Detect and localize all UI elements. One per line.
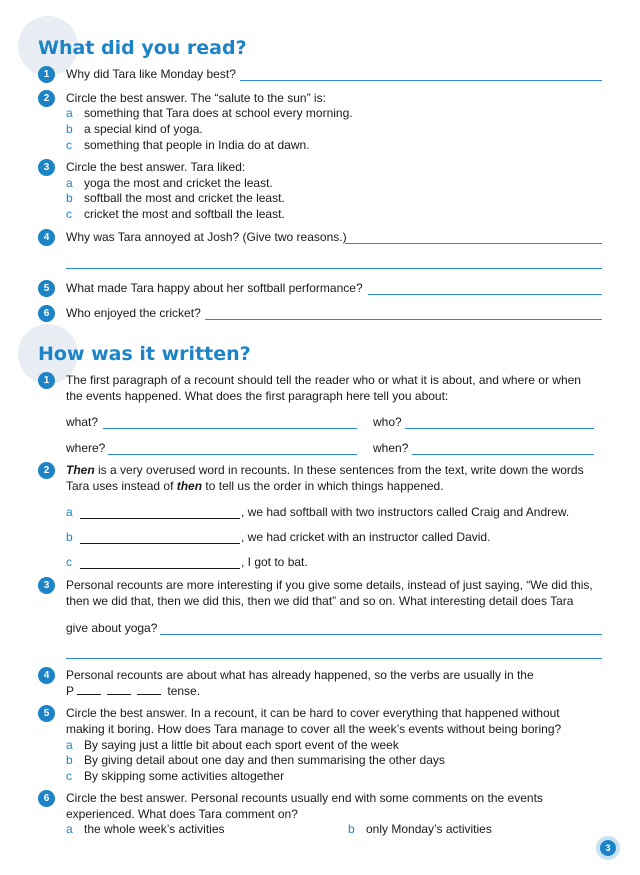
question-number-2: 2 (38, 90, 55, 107)
then-emphasis-2: then (176, 479, 203, 493)
label-when: when? (373, 441, 409, 455)
s2-q2-letter-c: c (66, 555, 72, 569)
s2-q6-option-a[interactable]: a the whole week’s activities (66, 822, 225, 836)
s2-q5-option-a[interactable]: a By saying just a little bit about each sport event of the week (66, 738, 399, 752)
q3-option-c[interactable]: c cricket the most and softball the least. (66, 207, 285, 221)
answer-line-q5[interactable] (368, 294, 602, 295)
question-2-text: Circle the best answer. The “salute to the sun” is: (66, 91, 326, 105)
s2-question-number-6: 6 (38, 790, 55, 807)
question-number-6: 6 (38, 305, 55, 322)
question-1-text: Why did Tara like Monday best? (66, 67, 236, 81)
s2-q1-line2: the events happened. What does the first paragraph here tell you about: (66, 389, 449, 403)
question-3-text: Circle the best answer. Tara liked: (66, 160, 246, 174)
question-number-4: 4 (38, 229, 55, 246)
answer-line-then-c[interactable] (80, 568, 240, 569)
label-what: what? (66, 415, 99, 429)
question-6-text: Who enjoyed the cricket? (66, 306, 201, 320)
s2-q2-letter-b: b (66, 530, 73, 544)
s2-q2-letter-a: a (66, 505, 73, 519)
answer-line-where[interactable] (108, 454, 357, 455)
question-number-1: 1 (38, 66, 55, 83)
s2-q2-item-b: , we had cricket with an instructor called David. (241, 530, 491, 544)
s2-q3-line2: then we did that, then we did this, then we did that” and so on. What interesting detail does Tara (66, 594, 574, 608)
section-title-what-did-you-read: What did you read? (38, 37, 247, 59)
s2-q2-line1: Then is a very overused word in recounts. In these sentences from the text, write down the words (66, 463, 584, 477)
s2-q6-option-b[interactable]: b only Monday’s activities (348, 822, 492, 836)
label-who: who? (373, 415, 402, 429)
then-emphasis-1: Then (66, 463, 95, 477)
s2-q4-line2: P tense. (66, 684, 201, 698)
tense-blank-3[interactable] (137, 694, 161, 695)
answer-line-then-a[interactable] (80, 518, 240, 519)
s2-q4-line1: Personal recounts are about what has already happened, so the verbs are usually in the (66, 668, 534, 682)
s2-q3-line1: Personal recounts are more interesting if you give some details, instead of just saying, “We did this, (66, 578, 593, 592)
q2-option-a[interactable]: a something that Tara does at school every morning. (66, 106, 353, 120)
answer-line-what[interactable] (103, 428, 357, 429)
answer-line-then-b[interactable] (80, 543, 240, 544)
q3-option-a[interactable]: a yoga the most and cricket the least. (66, 176, 273, 190)
answer-line-who[interactable] (405, 428, 594, 429)
q3-option-b[interactable]: b softball the most and cricket the least. (66, 191, 285, 205)
s2-question-number-4: 4 (38, 667, 55, 684)
question-number-5: 5 (38, 280, 55, 297)
question-5-text: What made Tara happy about her softball performance? (66, 281, 363, 295)
answer-line-yoga-a[interactable] (160, 634, 602, 635)
s2-q3-line3: give about yoga? (66, 621, 158, 635)
s2-q5-option-b[interactable]: b By giving detail about one day and then summarising the other days (66, 753, 445, 767)
s2-q1-line1: The first paragraph of a recount should tell the reader who or what it is about, and where or when (66, 373, 581, 387)
s2-question-number-1: 1 (38, 372, 55, 389)
answer-line-yoga-b[interactable] (66, 658, 602, 659)
section-title-how-was-it-written: How was it written? (38, 343, 251, 365)
s2-q2-item-a: , we had softball with two instructors called Craig and Andrew. (241, 505, 570, 519)
q2-option-b[interactable]: b a special kind of yoga. (66, 122, 203, 136)
q2-option-c[interactable]: c something that people in India do at dawn. (66, 138, 310, 152)
answer-line-q4-a[interactable] (345, 243, 602, 244)
s2-q5-line1: Circle the best answer. In a recount, it can be hard to cover everything that happened without (66, 706, 560, 720)
tense-blank-2[interactable] (107, 694, 131, 695)
label-where: where? (66, 441, 106, 455)
s2-q2-line2: Tara uses instead of then to tell us the order in which things happened. (66, 479, 444, 493)
page-number-badge: 3 (600, 840, 616, 856)
s2-q5-line2: making it boring. How does Tara manage to cover all the week’s events without being boring? (66, 722, 562, 736)
s2-q6-line1: Circle the best answer. Personal recounts usually end with some comments on the events (66, 791, 543, 805)
s2-question-number-5: 5 (38, 705, 55, 722)
tense-blank-1[interactable] (77, 694, 101, 695)
s2-question-number-3: 3 (38, 577, 55, 594)
answer-line-q1[interactable] (240, 80, 602, 81)
question-4-text: Why was Tara annoyed at Josh? (Give two reasons.) (66, 230, 347, 244)
answer-line-q4-b[interactable] (66, 268, 602, 269)
answer-line-when[interactable] (412, 454, 594, 455)
s2-question-number-2: 2 (38, 462, 55, 479)
s2-q5-option-c[interactable]: c By skipping some activities altogether (66, 769, 285, 783)
s2-q6-line2: experienced. What does Tara comment on? (66, 807, 298, 821)
answer-line-q6[interactable] (205, 319, 602, 320)
question-number-3: 3 (38, 159, 55, 176)
s2-q2-item-c: , I got to bat. (241, 555, 308, 569)
